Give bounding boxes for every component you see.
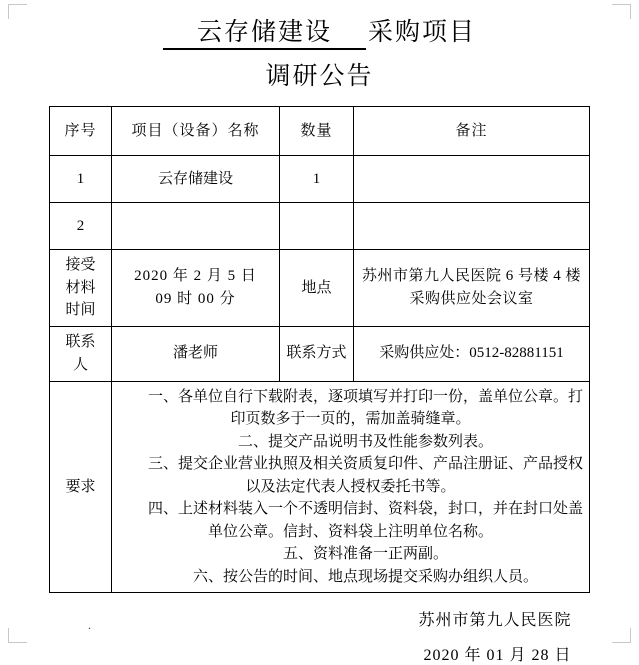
requirement-item-5: 五、资料准备一正两副。: [282, 546, 448, 562]
place-line-1: 苏州市第九人民医院 6 号楼 4 楼: [361, 268, 581, 285]
requirement-item-4: 四、上述材料装入一个不透明信封、资料袋，封口，并在封口处盖单位公章。信封、资料袋上注明单位名称。: [147, 501, 583, 540]
title-line-two: 调研公告: [265, 63, 374, 90]
title-project-name: 云存储建设: [163, 19, 366, 50]
row-1-note: [354, 156, 590, 203]
page-corner-mark-top-right: [612, 4, 631, 19]
contact-person-label-line-2: 人: [72, 356, 88, 373]
table-header-row: [50, 107, 590, 156]
requirement-item-6: 六、按公告的时间、地点现场提交采购办组织人员。: [192, 568, 538, 585]
receive-time-label: [50, 250, 112, 327]
contact-person-label-line-1: 联系: [65, 334, 96, 350]
contact-row: [50, 326, 590, 381]
place-value: [354, 250, 590, 327]
footer-mark: .: [88, 618, 91, 632]
contact-method-value: 采购供应处：0512-82881151: [354, 326, 590, 381]
requirement-item-3: 三、提交企业营业执照及相关资质复印件、产品注册证、产品授权以及法定代表人授权委托书等。: [147, 456, 583, 495]
page-corner-mark-top-left: [8, 4, 27, 19]
page-corner-mark-bottom-left: [8, 628, 27, 643]
place-label: 地点: [280, 250, 354, 327]
receive-time-label-line-1: 接受: [65, 257, 96, 273]
document-title: [0, 0, 639, 92]
contact-person-label: [50, 326, 112, 381]
row-2-name: [112, 203, 280, 250]
table-row: [50, 156, 590, 203]
row-2-no: 2: [50, 203, 112, 250]
requirement-body: [112, 381, 590, 593]
row-1-qty: 1: [280, 156, 354, 203]
receive-time-label-line-2: 材料: [65, 279, 96, 296]
requirement-row: [50, 381, 590, 593]
header-name: 项目（设备）名称: [112, 107, 280, 156]
header-note: 备注: [354, 107, 590, 156]
signature-organization: 苏州市第九人民医院: [418, 612, 572, 629]
receive-clock-text: 09 时 00 分: [155, 290, 236, 307]
row-2-qty: [280, 203, 354, 250]
receive-time-row: [50, 250, 590, 327]
contact-person-name: 潘老师: [112, 326, 280, 381]
requirement-item-1: 一、各单位自行下载附表，逐项填写并打印一份，盖单位公章。打印页数多于一页的，需加盖骑缝章。: [147, 388, 583, 427]
announcement-table: [49, 106, 590, 593]
receive-time-value: [112, 250, 280, 327]
requirement-label: 要求: [50, 381, 112, 593]
row-1-no: 1: [50, 156, 112, 203]
title-project-suffix: 采购项目: [368, 19, 477, 46]
header-qty: 数量: [280, 107, 354, 156]
page-corner-mark-bottom-right: [612, 628, 631, 643]
contact-method-label: 联系方式: [280, 326, 354, 381]
requirement-item-2: 二、提交产品说明书及性能参数列表。: [237, 433, 493, 450]
receive-time-label-line-3: 时间: [65, 302, 96, 318]
place-line-2: 采购供应处会议室: [409, 290, 534, 307]
table-row: [50, 203, 590, 250]
title-line-one: [163, 12, 476, 48]
row-1-name: 云存储建设: [112, 156, 280, 203]
header-no: 序号: [50, 107, 112, 156]
receive-date-text: 2020 年 2 月 5 日: [134, 268, 257, 285]
row-2-note: [354, 203, 590, 250]
signature-date: 2020 年 01 月 28 日: [423, 647, 572, 664]
